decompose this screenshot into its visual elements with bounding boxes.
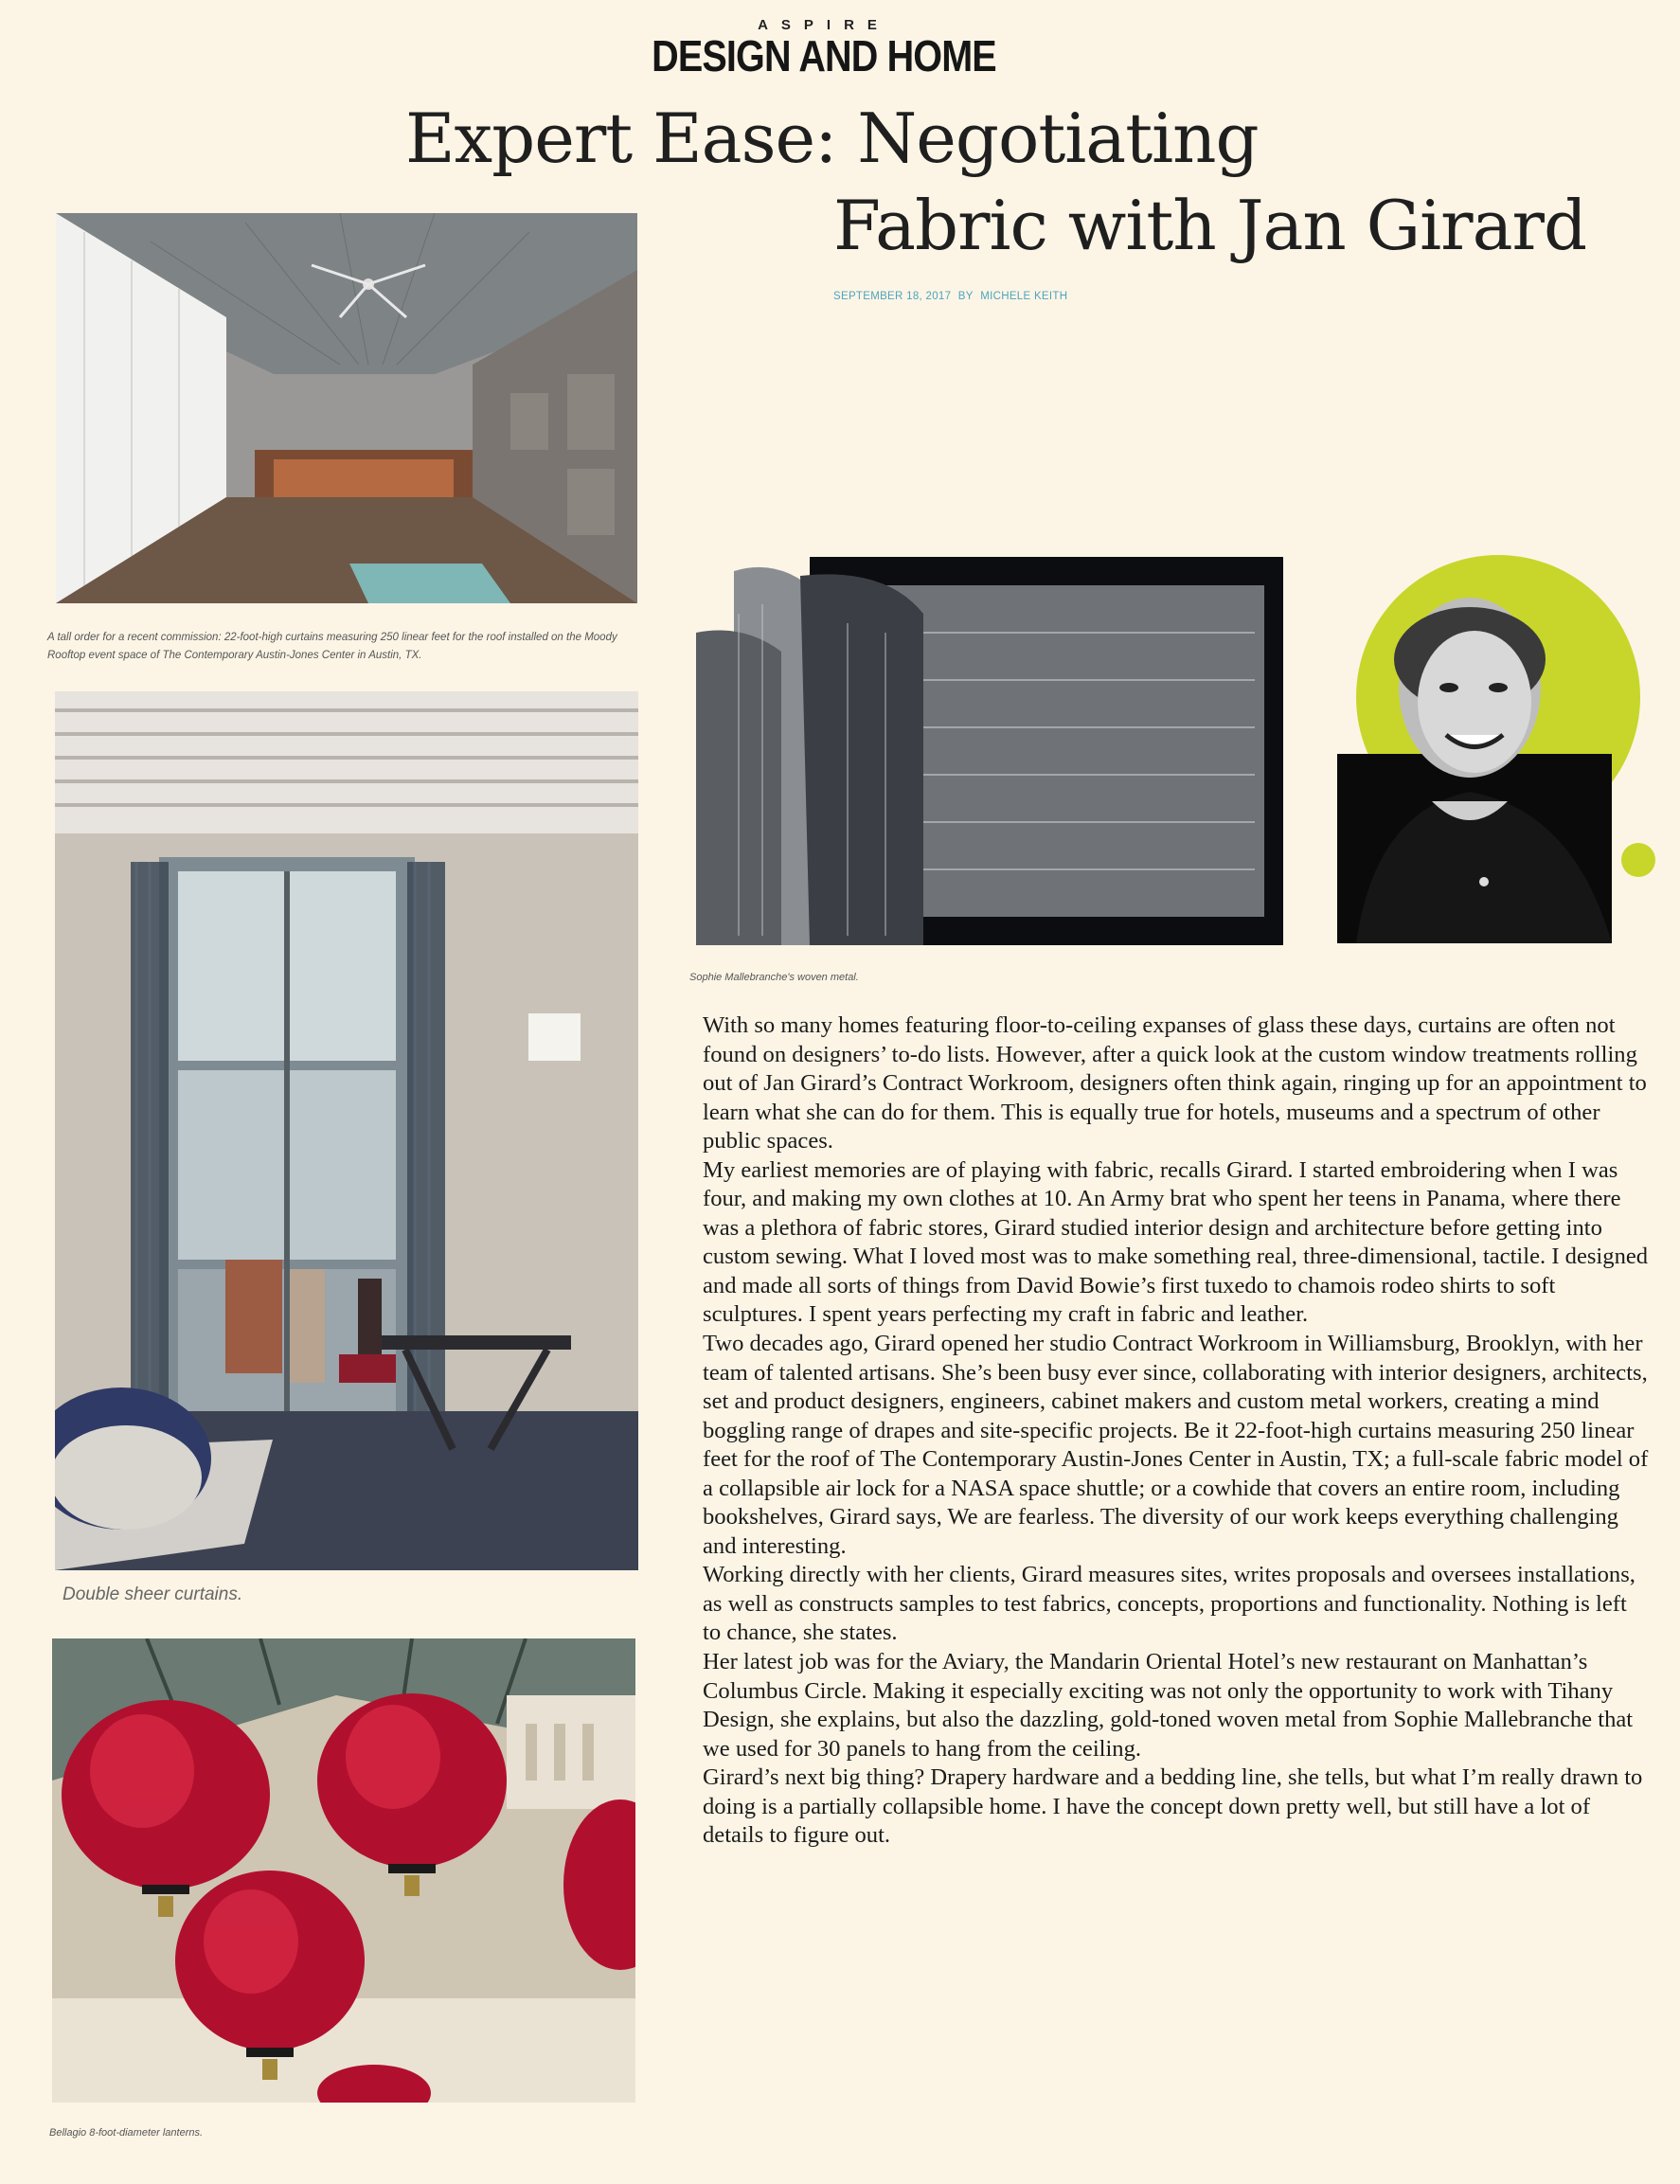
lanterns-caption: Bellagio 8-foot-diameter lanterns. bbox=[49, 2127, 204, 2139]
sheer-curtains-photo bbox=[55, 691, 638, 1570]
sheer-curtains-caption: Double sheer curtains. bbox=[63, 1584, 243, 1604]
rooftop-caption: A tall order for a recent commission: 22-foot-high curtains measuring 250 linear feet for the roof installed on the Moody Rooftop event space of The Contemporary Austin-Jones Center in Austin, TX. bbox=[47, 632, 617, 661]
article-title-line-2: Fabric with Jan Girard bbox=[833, 186, 1587, 265]
lanterns-photo bbox=[52, 1638, 635, 2103]
byline-by: BY bbox=[957, 291, 974, 302]
masthead-kicker: ASPIRE bbox=[758, 17, 890, 33]
body-paragraph: My earliest memories are of playing with fabric, recalls Girard. I started embroidering when I was four, and making my own clothes at 10. An Army brat who spent her teens in Panama, where there was a plethora of fabric stores, Girard studied interior design and architecture before getting into custom sewing. What I loved most was to make something real, three-dimensional, tactile. I designed and made all sorts of things from David Bowie’s first tuxedo to chamois rodeo shirts to soft sculptures. I spent years perfecting my craft in fabric and leather. bbox=[703, 1156, 1649, 1328]
body-paragraph: Her latest job was for the Aviary, the Mandarin Oriental Hotel’s new restaurant on Manhattan’s Columbus Circle. Making it especially exciting was not only the opportunity to work with Tihany Design, she explains, but also the dazzling, gold-toned woven metal from Sophie Mallebranche that we used for 30 panels to hang from the ceiling. bbox=[703, 1649, 1634, 1762]
article-date[interactable]: SEPTEMBER 18, 2017 bbox=[833, 291, 952, 302]
woven-metal-photo bbox=[696, 557, 1291, 945]
article-byline bbox=[833, 291, 1071, 302]
rooftop-photo bbox=[56, 213, 637, 603]
article-body bbox=[703, 1011, 1650, 1851]
woven-metal-caption: Sophie Mallebranche's woven metal. bbox=[689, 972, 859, 983]
body-paragraph: With so many homes featuring floor-to-ceiling expanses of glass these days, curtains are often not found on designers’ to-do lists. However, after a quick look at the custom window treatments rolling out of Jan Girard’s Contract Workroom, designers often think again, ringing up for an appointment to learn what she can do for them. This is equally true for hotels, museums and a spectrum of other public spaces. bbox=[703, 1012, 1647, 1155]
body-paragraph: Two decades ago, Girard opened her studio Contract Workroom in Williamsburg, Brooklyn, with her team of talented artisans. She’s been busy ever since, collaborating with interior designers, architects, set and product designers, engineers, cabinet makers and custom metal workers, creating a mind boggling range of drapes and site-specific projects. Be it 22-foot-high curtains measuring 250 linear feet for the roof of The Contemporary Austin-Jones Center in Austin, TX; a full-scale fabric model of a collapsible air lock for a NASA space shuttle; or a cowhide that covers an entire room, including bookshelves, Girard says, We are fearless. The diversity of our work keeps everything challenging and interesting. bbox=[703, 1331, 1649, 1559]
masthead-logo[interactable]: DESIGN AND HOME bbox=[652, 31, 996, 81]
jan-girard-portrait bbox=[1337, 555, 1655, 943]
body-paragraph: Working directly with her clients, Girard measures sites, writes proposals and oversees installations, as well as constructs samples to test fabrics, concepts, proportions and functionality. Nothing is left to chance, she states. bbox=[703, 1562, 1635, 1646]
article-title-line-1: Expert Ease: Negotiating bbox=[405, 98, 1259, 178]
body-paragraph: Girard’s next big thing? Drapery hardware and a bedding line, she tells, but what I’m really drawn to doing is a partially collapsible home. I have the concept down pretty well, but still have a lot of details to figure out. bbox=[703, 1764, 1643, 1849]
article-author[interactable]: MICHELE KEITH bbox=[980, 291, 1068, 302]
